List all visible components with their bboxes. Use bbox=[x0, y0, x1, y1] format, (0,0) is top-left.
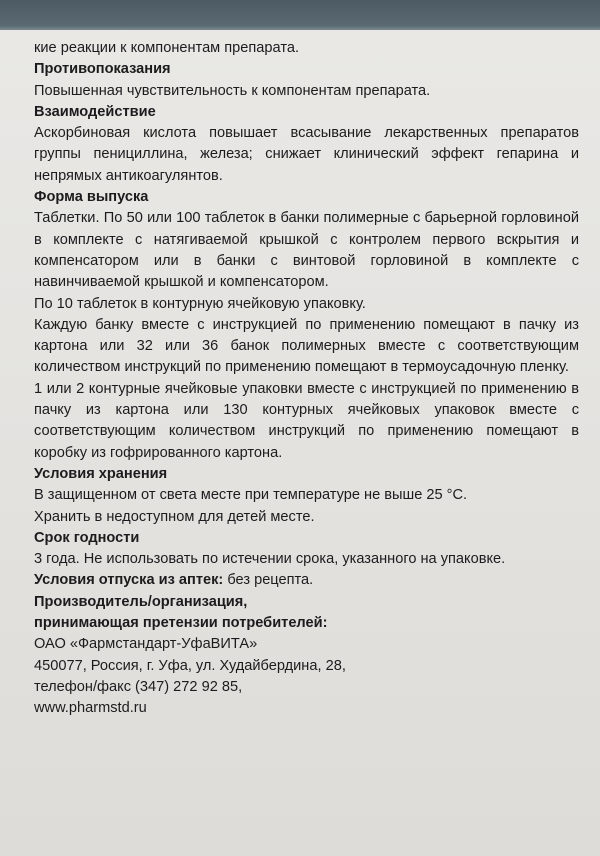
release-form-paragraph-4: 1 или 2 контурные ячейковые упаковки вместе с инструкцией по применению в пачку из картона или 130 контурных ячейковых упаковок вместе с соответствующим количеством инструкций по применению помещают в коробку из гофрированного картона. bbox=[34, 380, 579, 461]
interaction-heading: Взаимодействие bbox=[34, 103, 156, 120]
contraindications-text: Повышенная чувствительность к компонентам препарата. bbox=[34, 82, 431, 99]
intro-fragment: кие реакции к компонентам препарата. bbox=[34, 40, 300, 56]
contraindications-heading: Противопоказания bbox=[34, 61, 171, 78]
dispensing-line bbox=[34, 570, 579, 591]
release-form-heading: Форма выпуска bbox=[34, 189, 149, 206]
dispensing-label: Условия отпуска из аптек: bbox=[34, 572, 224, 589]
shelf-life-heading: Срок годности bbox=[34, 529, 140, 546]
manufacturer-heading-line-2: принимающая претензии потребителей: bbox=[34, 615, 328, 632]
manufacturer-phone: телефон/факс (347) 272 92 85, bbox=[34, 678, 243, 695]
shelf-life-text: 3 года. Не использовать по истечении срока, указанного на упаковке. bbox=[34, 551, 506, 568]
leaflet-text bbox=[34, 38, 579, 720]
manufacturer-website: www.pharmstd.ru bbox=[34, 700, 147, 717]
storage-heading: Условия хранения bbox=[34, 465, 168, 482]
manufacturer-heading-line-1: Производитель/организация, bbox=[34, 593, 248, 610]
interaction-text: Аскорбиновая кислота повышает всасывание лекарственных препаратов группы пенициллина, железа; снижает клинический эффект гепарина и непрямых антикоагулянтов. bbox=[34, 125, 579, 184]
release-form-paragraph-3: Каждую банку вместе с инструкцией по применению помещают в пачку из картона или 32 или 36 банок полимерных вместе с соответствующим количеством инструкций по применению помещают в термоусадочную пленку. bbox=[34, 316, 579, 376]
manufacturer-company: ОАО «Фармстандарт-УфаВИТА» bbox=[34, 636, 258, 653]
storage-line-2: Хранить в недоступном для детей месте. bbox=[34, 508, 315, 525]
manufacturer-address: 450077, Россия, г. Уфа, ул. Худайбердина, 28, bbox=[34, 657, 346, 674]
release-form-paragraph-2: По 10 таблеток в контурную ячейковую упаковку. bbox=[34, 295, 366, 312]
dispensing-value: без рецепта. bbox=[223, 572, 314, 589]
scan-top-edge bbox=[0, 0, 600, 32]
storage-line-1: В защищенном от света месте при температуре не выше 25 °C. bbox=[34, 487, 468, 504]
release-form-paragraph-1: Таблетки. По 50 или 100 таблеток в банки полимерные с барьерной горловиной в комплекте с натягиваемой крышкой с контролем первого вскрытия и компенсатором или в банки с винтовой горловиной в комплекте с навинчиваемой крышкой и компенсатором. bbox=[34, 210, 579, 291]
